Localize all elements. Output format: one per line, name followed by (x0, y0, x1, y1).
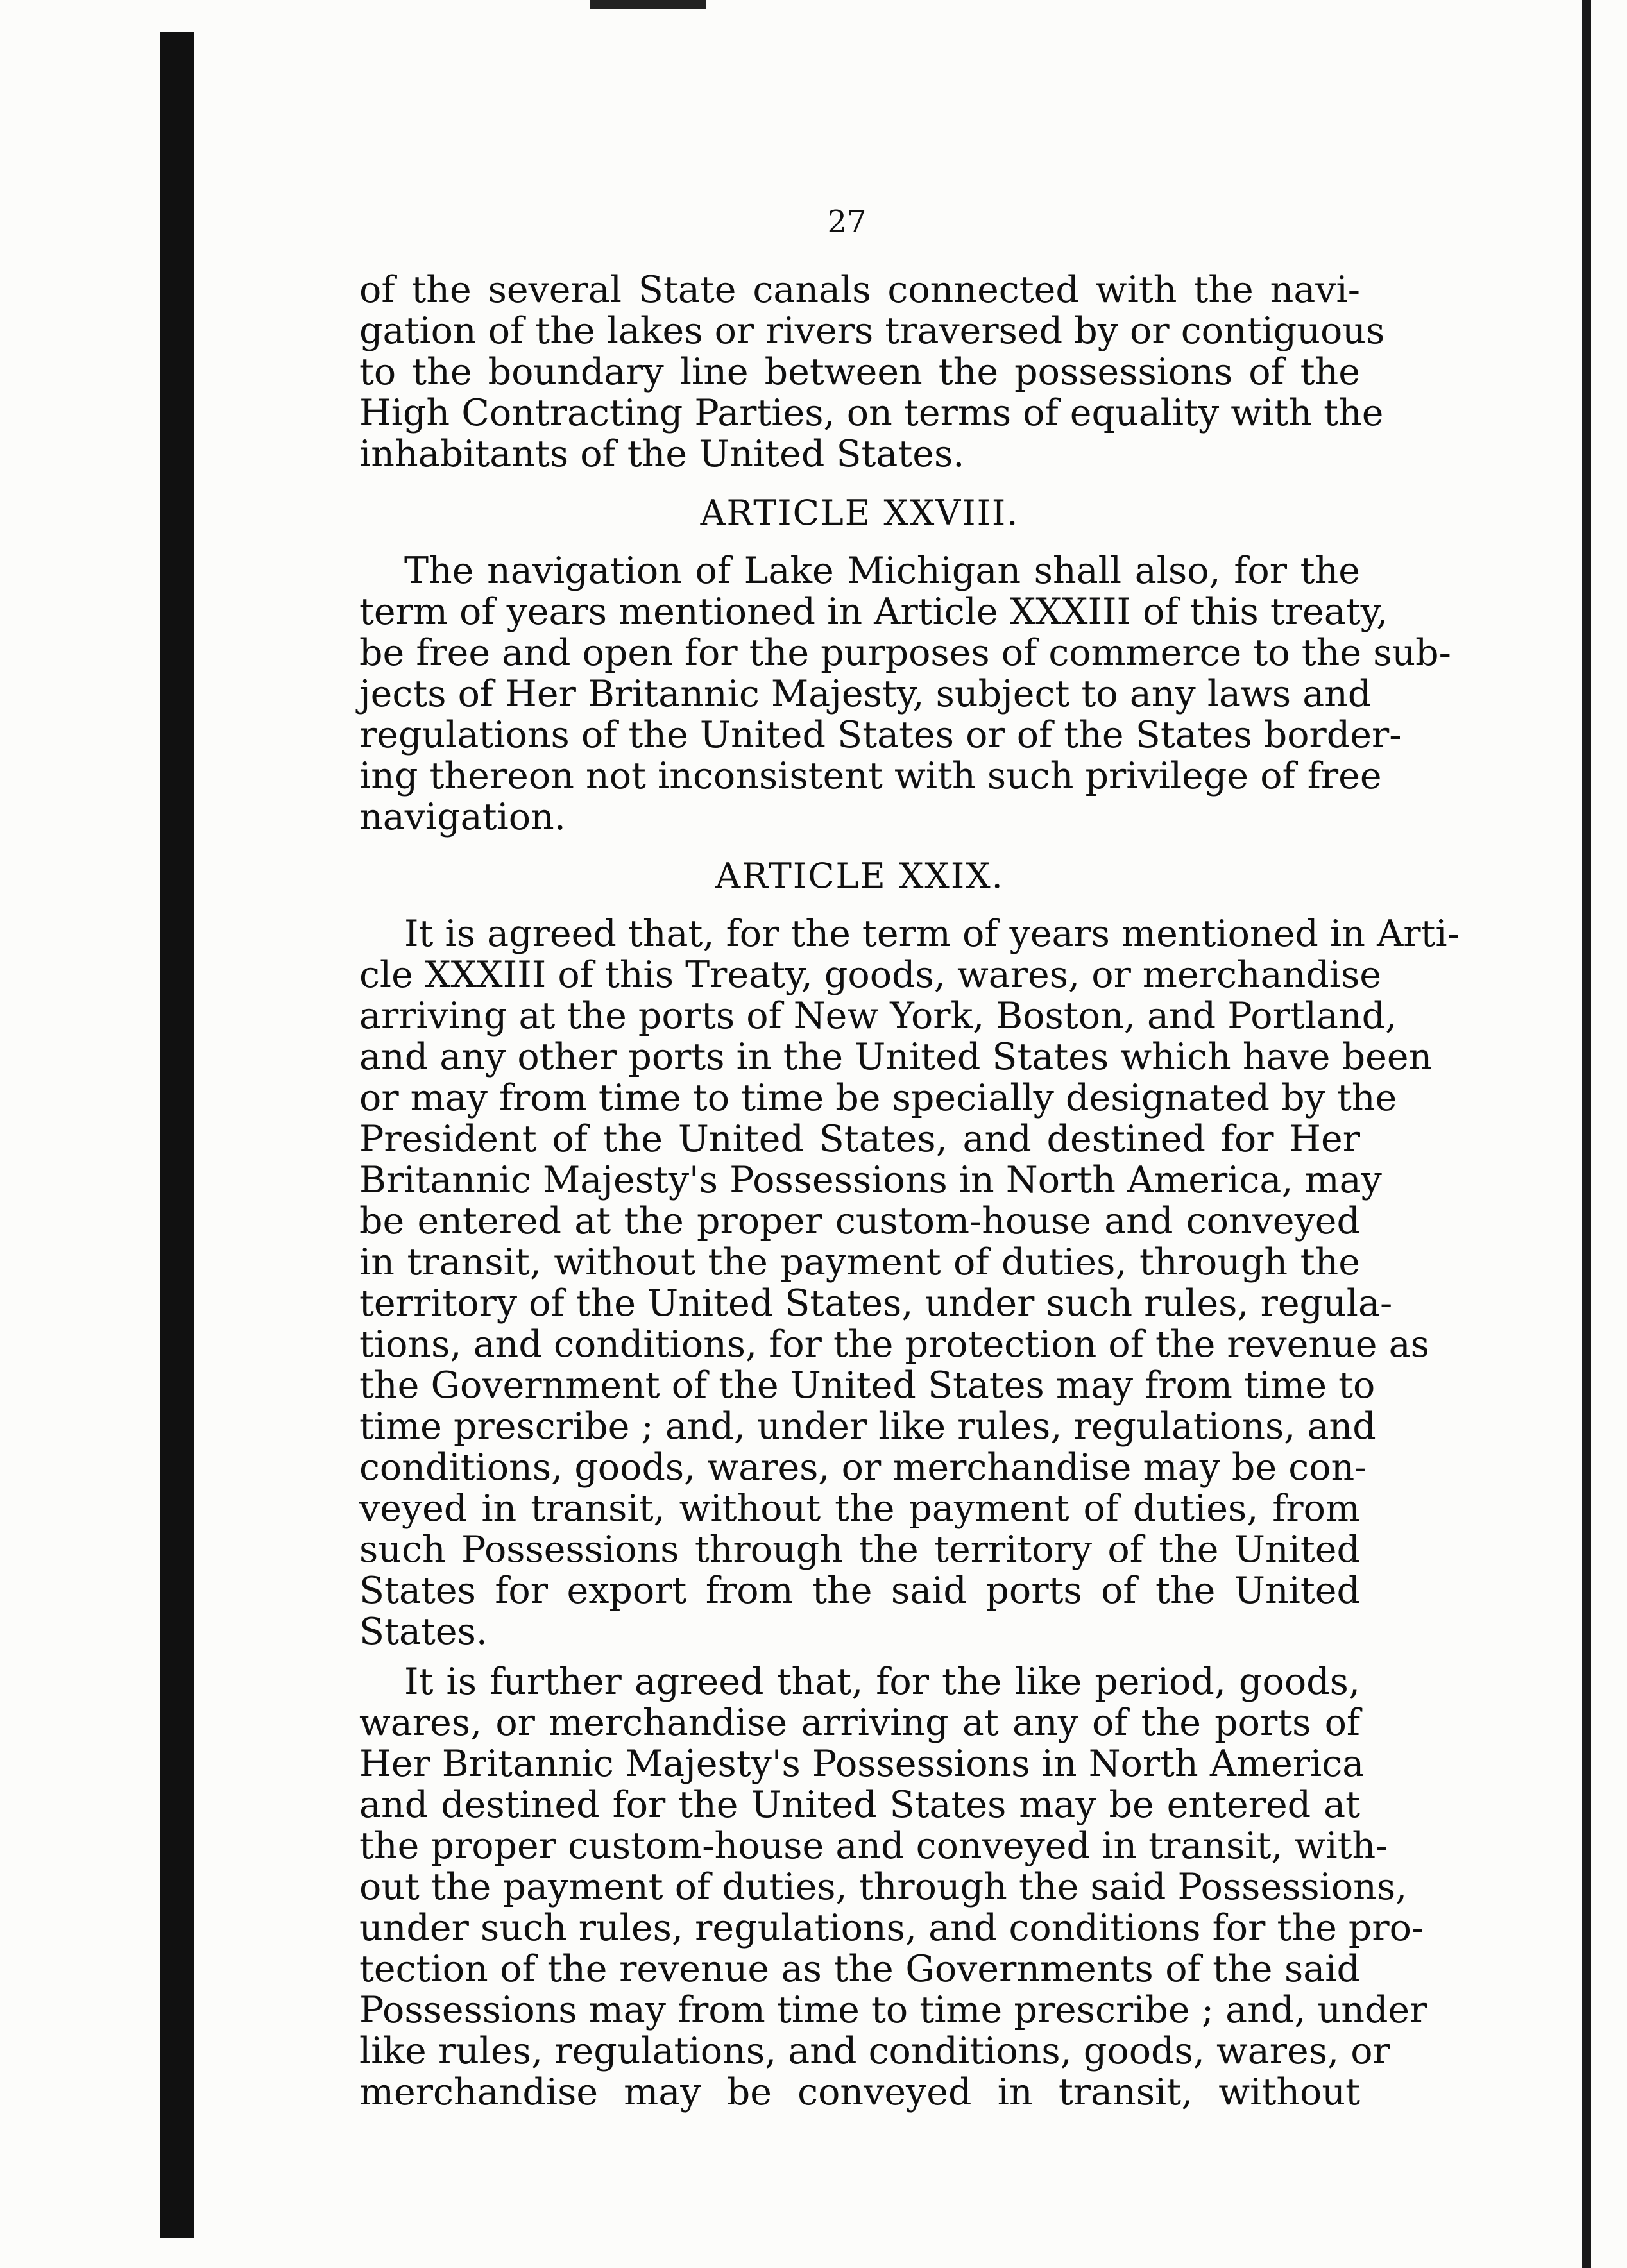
text-line: and destined for the United States may be entered at (359, 1784, 1360, 1826)
text-line: arriving at the ports of New York, Boston, and Portland, (359, 995, 1397, 1037)
text-line: President of the United States, and destined for Her (359, 1118, 1360, 1160)
text-line: gation of the lakes or rivers traversed by or contiguous (359, 310, 1385, 352)
article-29-paragraph-1 (359, 913, 1460, 1653)
text-line: conditions, goods, wares, or merchandise may be con- (359, 1446, 1367, 1489)
text-line: wares, or merchandise arriving at any of the ports of (359, 1702, 1360, 1744)
binding-shadow (160, 32, 194, 2238)
page-edge (1582, 0, 1591, 2268)
article-28-heading: ARTICLE XXVIII. (700, 493, 1019, 533)
text-line: such Possessions through the territory of the United (359, 1528, 1360, 1571)
text-line: navigation. (359, 796, 566, 838)
text-line: under such rules, regulations, and conditions for the pro- (359, 1907, 1424, 1949)
continuation-paragraph (359, 269, 1385, 475)
article-29-heading: ARTICLE XXIX. (715, 856, 1004, 896)
text-line: out the payment of duties, through the said Possessions, (359, 1866, 1408, 1908)
text-line: territory of the United States, under such rules, regula- (359, 1282, 1393, 1324)
treaty-text (359, 269, 1460, 2113)
text-line: Possessions may from time to time prescribe ; and, under (359, 1989, 1427, 2031)
scan-smudge (590, 0, 706, 9)
article-28-paragraph (359, 550, 1451, 838)
text-line: Her Britannic Majesty's Possessions in North America (359, 1743, 1365, 1785)
page-number: 27 (827, 204, 867, 240)
text-line: The navigation of Lake Michigan shall also, for the (404, 550, 1360, 592)
text-line: It is further agreed that, for the like period, goods, (404, 1661, 1360, 1703)
text-line: merchandise may be conveyed in transit, without (359, 2071, 1360, 2113)
text-line: It is agreed that, for the term of years mentioned in Arti- (404, 913, 1460, 955)
text-line: tions, and conditions, for the protection of the revenue as (359, 1323, 1429, 1366)
text-line: High Contracting Parties, on terms of equality with the (359, 392, 1384, 434)
text-line: cle XXXIII of this Treaty, goods, wares, or merchandise (359, 954, 1381, 996)
text-line: time prescribe ; and, under like rules, regulations, and (359, 1405, 1376, 1448)
text-line: Britannic Majesty's Possessions in North America, may (359, 1159, 1382, 1201)
text-line: jects of Her Britannic Majesty, subject to any laws and (359, 673, 1372, 715)
text-line: in transit, without the payment of duties, through the (359, 1241, 1360, 1283)
text-line: be free and open for the purposes of commerce to the sub- (359, 632, 1451, 674)
text-line: or may from time to time be specially designated by the (359, 1077, 1397, 1119)
text-line: like rules, regulations, and conditions, goods, wares, or (359, 2030, 1390, 2072)
text-line: to the boundary line between the possessions of the (359, 351, 1360, 393)
text-line: and any other ports in the United States which have been (359, 1036, 1433, 1078)
text-line: be entered at the proper custom-house and conveyed (359, 1200, 1360, 1242)
text-line: veyed in transit, without the payment of duties, from (359, 1487, 1360, 1530)
text-line: term of years mentioned in Article XXXIII of this treaty, (359, 591, 1388, 633)
text-line: States. (359, 1611, 488, 1653)
text-line: of the several State canals connected with the navi- (359, 269, 1360, 311)
text-line: the Government of the United States may from time to (359, 1364, 1376, 1407)
text-line: tection of the revenue as the Governments of the said (359, 1948, 1360, 1990)
text-line: ing thereon not inconsistent with such privilege of free (359, 755, 1382, 797)
text-line: regulations of the United States or of the States border- (359, 714, 1402, 756)
text-line: inhabitants of the United States. (359, 433, 965, 475)
paragraph-gap (359, 1652, 1360, 1661)
text-line: the proper custom-house and conveyed in transit, with- (359, 1825, 1388, 1867)
article-29-paragraph-2 (359, 1661, 1427, 2113)
text-line: States for export from the said ports of the United (359, 1570, 1360, 1612)
